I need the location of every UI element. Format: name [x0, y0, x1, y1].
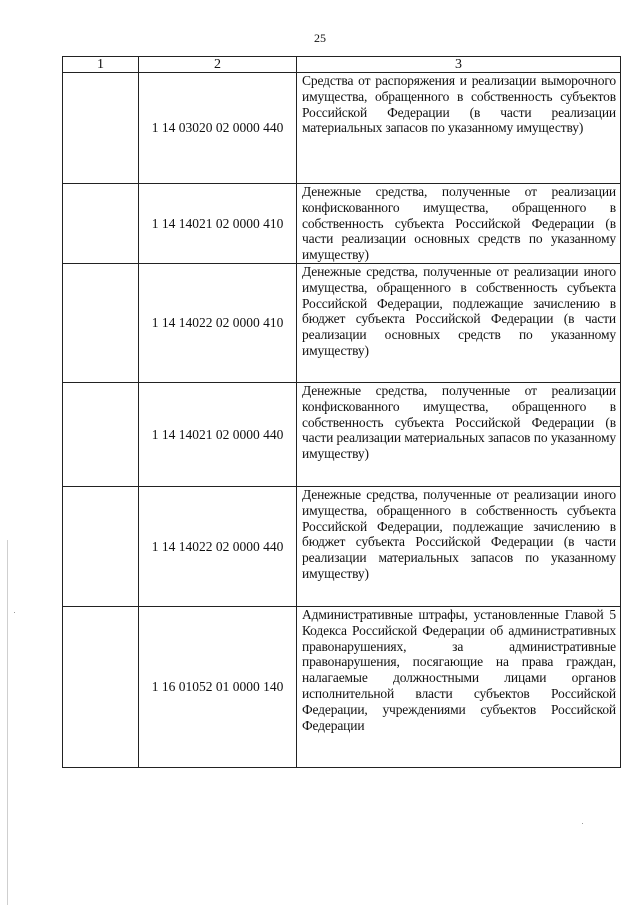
revenue-code: 1 16 01052 01 0000 140 [139, 607, 297, 768]
row-number-cell [63, 264, 139, 383]
revenue-code: 1 14 14022 02 0000 410 [139, 264, 297, 383]
table-header-row [63, 57, 621, 73]
column-header-1: 1 [63, 57, 139, 73]
row-number-cell [63, 487, 139, 607]
revenue-description: Денежные средства, полученные от реализации иного имущества, обращенного в собственность субъекта Российской Федерации, подлежащие зачислению в бюджет субъекта Российской Федерации (в части реализации материальных запасов по указанному имуществу) [297, 487, 621, 607]
table-row [63, 73, 621, 184]
table-row [63, 184, 621, 264]
scan-speck [582, 823, 583, 824]
row-number-cell [63, 184, 139, 264]
column-header-2: 2 [139, 57, 297, 73]
revenue-code: 1 14 14021 02 0000 440 [139, 383, 297, 487]
revenue-codes-table [62, 56, 621, 768]
revenue-description: Денежные средства, полученные от реализации конфискованного имущества, обращенного в собственность субъекта Российской Федерации (в части реализации материальных запасов по указанному имуществу) [297, 383, 621, 487]
row-number-cell [63, 73, 139, 184]
column-header-3: 3 [297, 57, 621, 73]
table-row [63, 487, 621, 607]
revenue-description: Административные штрафы, установленные Главой 5 Кодекса Российской Федерации об административных правонарушениях, за административные правонарушения, посягающие на права граждан, налагаемые должностными лицами органов исполнительной власти субъектов Российской Федерации, учреждениями субъектов Российской Федерации [297, 607, 621, 768]
table-row [63, 383, 621, 487]
revenue-code: 1 14 03020 02 0000 440 [139, 73, 297, 184]
page-number: 25 [314, 31, 326, 45]
scan-margin-line [7, 540, 8, 905]
revenue-code: 1 14 14021 02 0000 410 [139, 184, 297, 264]
row-number-cell [63, 383, 139, 487]
scan-speck [14, 612, 15, 613]
revenue-description: Средства от распоряжения и реализации выморочного имущества, обращенного в собственность субъектов Российской Федерации (в части реализации материальных запасов по указанному имуществу) [297, 73, 621, 184]
row-number-cell [63, 607, 139, 768]
revenue-description: Денежные средства, полученные от реализации иного имущества, обращенного в собственность субъекта Российской Федерации, подлежащие зачислению в бюджет субъекта Российской Федерации (в части реализации основных средств по указанному имуществу) [297, 264, 621, 383]
table-row [63, 264, 621, 383]
revenue-description: Денежные средства, полученные от реализации конфискованного имущества, обращенного в собственность субъекта Российской Федерации (в части реализации основных средств по указанному имуществу) [297, 184, 621, 264]
revenue-code: 1 14 14022 02 0000 440 [139, 487, 297, 607]
table-row [63, 607, 621, 768]
